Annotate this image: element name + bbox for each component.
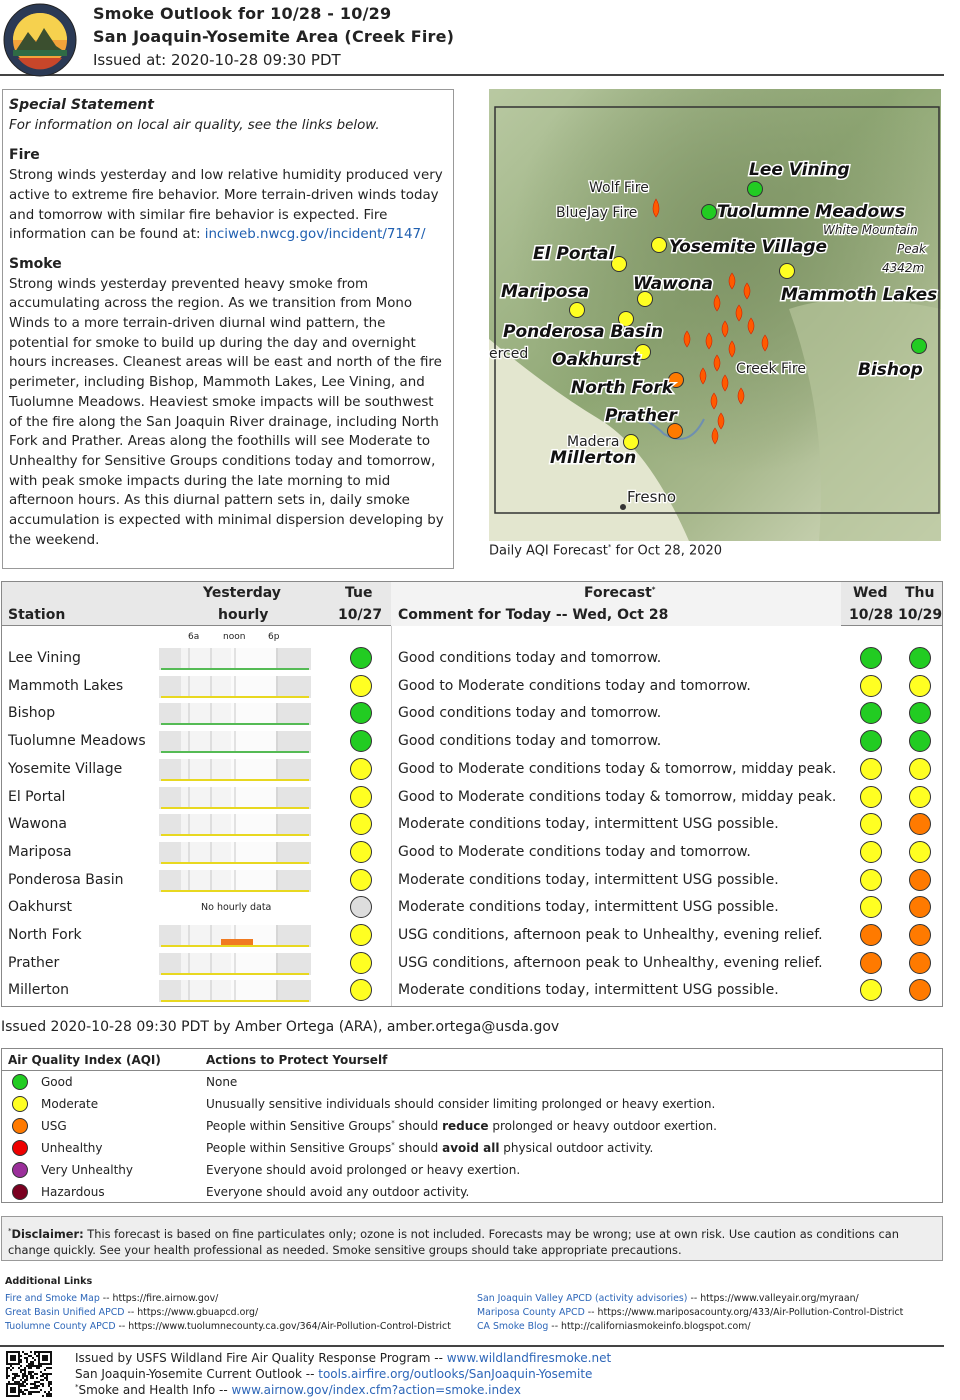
tue-aqi-dot [350, 647, 372, 669]
link-url: -- https://fire.airnow.gov/ [99, 1293, 219, 1304]
links-left-column [5, 1292, 451, 1334]
forecast-comment: Good conditions today and tomorrow. [398, 650, 662, 666]
aqi-dot-moderate [12, 1096, 28, 1112]
col-wed: Wed [853, 585, 888, 601]
tue-aqi-dot [350, 758, 372, 780]
aqi-name: Very Unhealthy [41, 1163, 133, 1177]
qr-code-icon [6, 1351, 52, 1397]
aqi-action: Unusually sensitive individuals should consider limiting prolonged or heavy exertion. [206, 1097, 716, 1111]
outlook-title: Smoke Outlook for 10/28 - 10/29 [93, 4, 392, 23]
forecast-table-header [2, 582, 942, 626]
aqi-action-pre: People within Sensitive Groups [206, 1119, 392, 1133]
station-name: Bishop [8, 705, 56, 722]
statement-title: Special Statement [9, 97, 154, 113]
station-name: El Portal [8, 788, 66, 805]
table-row [2, 840, 942, 868]
fresno-dot [620, 504, 626, 510]
aqi-name: Hazardous [41, 1185, 105, 1199]
label-fresno: Fresno [627, 488, 677, 506]
aqi-name: Good [41, 1075, 73, 1089]
statement-subtitle: For information on local air quality, see the links below. [9, 117, 380, 133]
wed-aqi-dot [860, 952, 882, 974]
links-right-column [477, 1292, 903, 1334]
col-wed-date: 10/28 [849, 607, 894, 623]
hourly-sparkline [159, 731, 311, 753]
forecast-comment: USG conditions, afternoon peak to Unhealthy, evening relief. [398, 927, 823, 943]
link-ca-smoke-blog[interactable]: CA Smoke Blog [477, 1321, 549, 1332]
aqi-action-mid: should [394, 1141, 443, 1155]
col-station: Station [8, 607, 66, 623]
tue-aqi-dot [350, 702, 372, 724]
hour-label-6a: 6a [188, 632, 200, 642]
page-footer [0, 1345, 944, 1400]
aqi-name: Unhealthy [41, 1141, 103, 1155]
link-url: -- http://californiasmokeinfo.blogspot.com/ [548, 1321, 751, 1332]
aqi-action: None [206, 1075, 238, 1089]
station-name: Wawona [8, 816, 67, 833]
footer-text: San Joaquin-Yosemite Current Outlook -- [75, 1367, 319, 1381]
marker-bishop [912, 339, 927, 354]
col-forecast-text: Forecast [584, 585, 652, 601]
table-row [2, 785, 942, 813]
aqi-name: USG [41, 1119, 67, 1133]
table-row [2, 757, 942, 785]
label-white-mountain-elev: 4342m [882, 261, 925, 275]
aqi-dot-good [12, 1074, 28, 1090]
footer-text: Issued by USFS Wildland Fire Air Quality Response Program -- [75, 1351, 447, 1365]
tue-aqi-dot [350, 896, 372, 918]
forecast-comment: Moderate conditions today, intermittent USG possible. [398, 982, 779, 999]
table-row [2, 812, 942, 840]
tue-aqi-dot [350, 841, 372, 863]
wed-aqi-dot [860, 702, 882, 724]
special-statement-box [2, 89, 454, 569]
thu-aqi-dot [909, 924, 931, 946]
hourly-sparkline [159, 787, 311, 809]
forecast-comment: Good conditions today and tomorrow. [398, 705, 662, 722]
thu-aqi-dot [909, 758, 931, 780]
label-bishop: Bishop [858, 360, 923, 380]
wed-aqi-dot [860, 896, 882, 918]
station-name: Ponderosa Basin [8, 871, 124, 888]
col-tue-date: 10/27 [338, 607, 383, 623]
thu-aqi-dot [909, 647, 931, 669]
label-merced: erced [489, 346, 529, 362]
thu-aqi-dot [909, 786, 931, 808]
aqi-legend [1, 1048, 943, 1203]
station-name: Prather [8, 954, 60, 971]
wed-aqi-dot [860, 869, 882, 891]
issued-by: Issued 2020-10-28 09:30 PDT by Amber Ortega (ARA), amber.ortega@usda.gov [1, 1019, 560, 1035]
aqi-dot-hazardous [12, 1184, 28, 1200]
table-row [2, 923, 942, 951]
wed-aqi-dot [860, 841, 882, 863]
label-north-fork: North Fork [571, 378, 674, 398]
thu-aqi-dot [909, 841, 931, 863]
station-name: Mariposa [8, 843, 72, 860]
map-caption-post: for Oct 28, 2020 [611, 543, 723, 559]
wed-aqi-dot [860, 758, 882, 780]
map-caption: Daily AQI Forecast* for Oct 28, 2020 [489, 543, 723, 559]
label-creek-fire: Creek Fire [736, 361, 806, 377]
additional-links [5, 1275, 940, 1340]
col-tue: Tue [345, 585, 373, 601]
inciweb-link[interactable]: inciweb.nwcg.gov/incident/7147/ [204, 227, 426, 243]
col-thu: Thu [905, 585, 935, 601]
hour-label-noon: noon [223, 632, 246, 642]
aqi-action: Everyone should avoid prolonged or heavy exertion. [206, 1163, 521, 1177]
aqi-action-post: prolonged or heavy outdoor exertion. [488, 1119, 717, 1133]
forecast-comment: Good to Moderate conditions today & tomorrow, midday peak. [398, 788, 837, 805]
label-wolf-fire: Wolf Fire [589, 180, 649, 196]
link-url: -- https://www.mariposacounty.org/433/Air-Pollution-Control-District [584, 1307, 904, 1318]
label-bluejay-fire: BlueJay Fire [556, 205, 638, 221]
area-title: San Joaquin-Yosemite Area (Creek Fire) [93, 27, 455, 46]
thu-aqi-dot [909, 896, 931, 918]
page-header [0, 0, 944, 76]
aqi-action: Everyone should avoid any outdoor activity. [206, 1185, 470, 1199]
tue-aqi-dot [350, 979, 372, 1001]
label-millerton: Millerton [550, 448, 637, 468]
label-wawona: Wawona [633, 274, 714, 294]
label-mammoth: Mammoth Lakes [781, 285, 938, 305]
label-madera: Madera [567, 434, 620, 450]
aqi-action-pre: People within Sensitive Groups [206, 1141, 392, 1155]
station-name: Oakhurst [8, 899, 72, 916]
map-caption-pre: Daily AQI Forecast [489, 543, 608, 559]
no-hourly-data: No hourly data [201, 902, 272, 914]
hourly-sparkline [159, 980, 311, 1002]
tue-aqi-dot [350, 730, 372, 752]
aqi-action: People within Sensitive Groups* should reduce prolonged or heavy outdoor exertion. [206, 1119, 717, 1133]
thu-aqi-dot [909, 869, 931, 891]
label-mariposa: Mariposa [501, 282, 590, 302]
link-wildlandfiresmoke[interactable]: www.wildlandfiresmoke.net [446, 1351, 612, 1365]
aqi-action-post: physical outdoor activity. [499, 1141, 654, 1155]
aqi-dot-very-unhealthy [12, 1162, 28, 1178]
hourly-sparkline [159, 953, 311, 975]
tue-aqi-dot [350, 952, 372, 974]
table-row [2, 978, 942, 1006]
wed-aqi-dot [860, 675, 882, 697]
forecast-comment: Good to Moderate conditions today and tomorrow. [398, 843, 751, 860]
thu-aqi-dot [909, 702, 931, 724]
label-white-mountain-peak: Peak [897, 242, 926, 256]
tue-aqi-dot [350, 675, 372, 697]
thu-aqi-dot [909, 675, 931, 697]
fire-paragraph [9, 166, 447, 245]
thu-aqi-dot [909, 813, 931, 835]
forecast-comment: Good conditions today and tomorrow. [398, 733, 662, 750]
aqi-legend-header [2, 1049, 942, 1071]
station-name: Yosemite Village [8, 760, 123, 777]
table-row [2, 674, 942, 702]
wed-aqi-dot [860, 924, 882, 946]
label-el-portal: El Portal [533, 244, 615, 264]
forecast-comment: Good to Moderate conditions today & tomorrow, midday peak. [398, 760, 837, 777]
tue-aqi-dot [350, 869, 372, 891]
wed-aqi-dot [860, 813, 882, 835]
marker-tuolumne [702, 205, 717, 220]
wed-aqi-dot [860, 979, 882, 1001]
col-hourly: hourly [218, 607, 269, 623]
label-ponderosa: Ponderosa Basin [503, 322, 663, 342]
link-sjv-apcd[interactable]: San Joaquin Valley APCD (activity advisories) [477, 1293, 688, 1304]
aqi-dot-usg [12, 1118, 28, 1134]
forecast-comment: Moderate conditions today, intermittent USG possible. [398, 899, 779, 916]
link-airnow-smoke[interactable]: www.airnow.gov/index.cfm?action=smoke.index [231, 1383, 521, 1397]
hourly-sparkline [159, 676, 311, 698]
hourly-sparkline [159, 870, 311, 892]
col-yesterday: Yesterday [203, 585, 281, 601]
forecast-comment: Moderate conditions today, intermittent USG possible. [398, 816, 779, 833]
station-name: Lee Vining [8, 650, 81, 666]
table-row [2, 895, 942, 923]
label-prather: Prather [605, 406, 677, 426]
hour-label-6p: 6p [268, 632, 280, 642]
aqi-row-usg [2, 1115, 942, 1137]
footer-line-1 [75, 1351, 611, 1365]
footer-line-3: *Smoke and Health Info -- www.airnow.gov/index.cfm?action=smoke.index [75, 1383, 521, 1397]
wed-aqi-dot [860, 786, 882, 808]
aqi-action-bold: reduce [442, 1119, 489, 1133]
hourly-sparkline [159, 703, 311, 725]
forecast-comment: Moderate conditions today, intermittent USG possible. [398, 871, 779, 888]
station-name: Mammoth Lakes [8, 677, 124, 694]
thu-aqi-dot [909, 979, 931, 1001]
table-row [2, 729, 942, 757]
table-row [2, 868, 942, 896]
link-tuolumne-apcd[interactable]: Tuolumne County APCD [5, 1321, 116, 1332]
station-name: North Fork [8, 927, 82, 943]
program-logo [2, 2, 78, 78]
aqi-action: People within Sensitive Groups* should avoid all physical outdoor activity. [206, 1141, 654, 1155]
forecast-table [1, 581, 943, 1007]
link-url: -- https://www.gbuapcd.org/ [124, 1307, 259, 1318]
links-heading: Additional Links [5, 1276, 93, 1287]
hourly-sparkline [159, 648, 311, 670]
aqi-row-hazardous [2, 1181, 942, 1203]
wed-aqi-dot [860, 730, 882, 752]
aqi-forecast-map [489, 89, 941, 541]
aqi-col-actions: Actions to Protect Yourself [206, 1053, 388, 1067]
issued-timestamp: Issued at: 2020-10-28 09:30 PDT [93, 51, 341, 69]
link-current-outlook[interactable]: tools.airfire.org/outlooks/SanJoaquin-Yosemite [318, 1367, 593, 1381]
smoke-paragraph: Strong winds yesterday prevented heavy smoke from accumulating across the region. As we transition from Mono Winds to a more terrain-driven diurnal wind pattern, the potential for smoke to build up during the day and overnight hours increases. Cleanest areas will be east and north of the fire perimeter, including Bishop, Mammoth Lakes, Lee Vining, and Tuolumne Meadows. Heaviest smoke impacts will be southwest of the fire along the San Joaquin River drainage, including North Fork and Prather. Areas along the foothills will see Moderate to Unhealthy for Sensitive Groups conditions today and tomorrow, with peak smoke impacts during the late morning to mid afternoon hours. As this diurnal pattern sets in, daily smoke accumulation is expected with minimal dispersion developing by the weekend. [9, 276, 444, 548]
station-name: Millerton [8, 982, 70, 999]
marker-lee-vining [748, 182, 763, 197]
aqi-col-index: Air Quality Index (AQI) [8, 1053, 161, 1067]
smoke-heading: Smoke [9, 255, 62, 272]
forecast-comment: USG conditions, afternoon peak to Unhealthy, evening relief. [398, 954, 823, 971]
wed-aqi-dot [860, 647, 882, 669]
table-row [2, 646, 942, 674]
disclaimer-label: Disclaimer: [11, 1226, 84, 1241]
hourly-sparkline [159, 814, 311, 836]
disclaimer-text: This forecast is based on fine particulates only; ozone is not included. Forecasts may be wrong; use at own risk. Use caution as conditions can change quickly. See your health professional as needed. Smoke sensitive groups should take appropriate precautions. [8, 1226, 899, 1257]
tue-aqi-dot [350, 924, 372, 946]
link-url: -- https://www.tuolumnecounty.ca.gov/364/Air-Pollution-Control-District [115, 1321, 451, 1332]
aqi-row-good [2, 1071, 942, 1093]
label-tuolumne: Tuolumne Meadows [717, 202, 905, 222]
thu-aqi-dot [909, 952, 931, 974]
aqi-action-bold: avoid all [442, 1141, 500, 1155]
label-oakhurst: Oakhurst [552, 350, 641, 370]
table-row [2, 701, 942, 729]
fire-text: Strong winds yesterday and low relative humidity produced very active to extreme fire behavior. More terrain-driven winds today and tomorrow with similar fire behavior is expected. Fire information can be found at: [9, 168, 443, 243]
thu-aqi-dot [909, 730, 931, 752]
hourly-sparkline [159, 842, 311, 864]
aqi-row-unhealthy [2, 1137, 942, 1159]
label-yosemite: Yosemite Village [669, 237, 828, 257]
footer-text: Smoke and Health Info -- [78, 1383, 232, 1397]
aqi-dot-unhealthy [12, 1140, 28, 1156]
marker-mammoth [780, 264, 795, 279]
station-name: Tuolumne Meadows [8, 733, 146, 750]
link-mariposa-apcd[interactable]: Mariposa County APCD [477, 1307, 585, 1318]
label-white-mountain: White Mountain [823, 223, 918, 237]
aqi-action-mid: should [394, 1119, 443, 1133]
aqi-name: Moderate [41, 1097, 99, 1111]
hourly-sparkline [159, 759, 311, 781]
table-row [2, 951, 942, 979]
aqi-row-very-unhealthy [2, 1159, 942, 1181]
col-comment: Comment for Today -- Wed, Oct 28 [398, 607, 669, 623]
col-thu-date: 10/29 [898, 607, 943, 623]
marker-yosemite [652, 238, 667, 253]
aqi-row-moderate [2, 1093, 942, 1115]
disclaimer-box: *Disclaimer: This forecast is based on fine particulates only; ozone is not included. Forecasts may be wrong; use at own risk. Use caution as conditions can change quickly. See your health professional as needed. Smoke sensitive groups should take appropriate precautions. [1, 1216, 943, 1261]
link-url: -- https://www.valleyair.org/myraan/ [687, 1293, 859, 1304]
footer-line-2 [75, 1367, 592, 1381]
forecast-comment: Good to Moderate conditions today and tomorrow. [398, 677, 751, 694]
tue-aqi-dot [350, 813, 372, 835]
tue-aqi-dot [350, 786, 372, 808]
col-forecast: Forecast* [584, 585, 656, 601]
fire-heading: Fire [9, 147, 40, 164]
hourly-sparkline [159, 925, 311, 947]
marker-mariposa [570, 303, 585, 318]
link-fire-smoke-map[interactable]: Fire and Smoke Map [5, 1293, 100, 1304]
label-lee-vining: Lee Vining [749, 160, 850, 180]
link-gbuapcd[interactable]: Great Basin Unified APCD [5, 1307, 125, 1318]
